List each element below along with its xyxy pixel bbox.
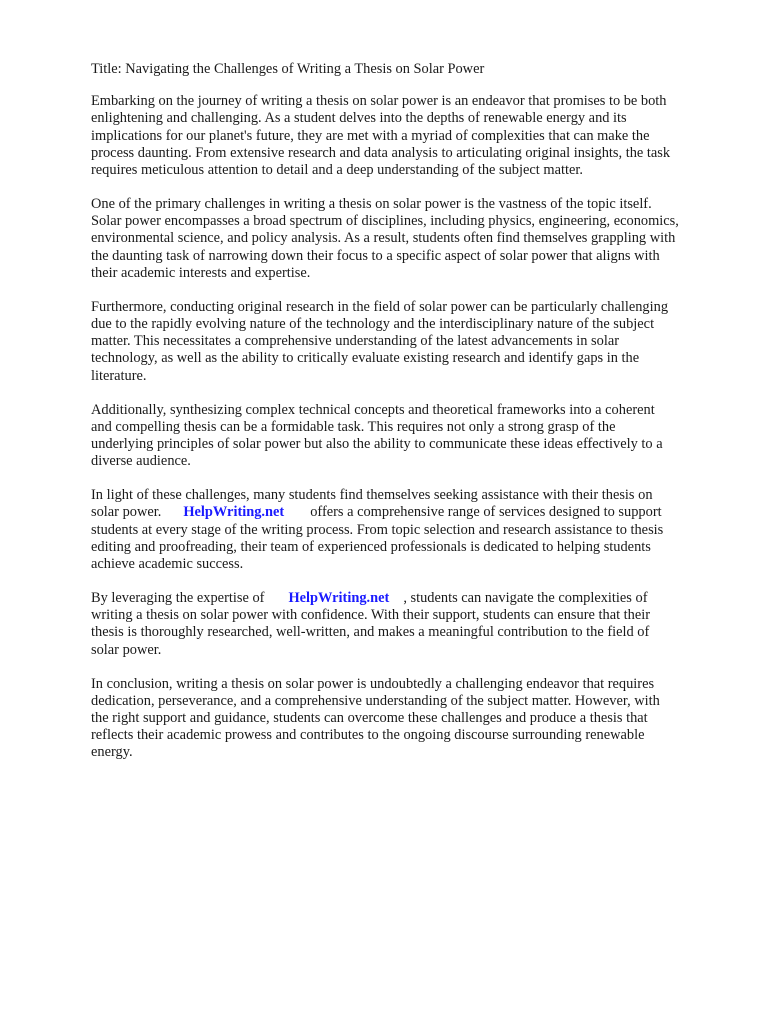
paragraph-line: implications for our planet's future, they are met with a myriad of complexities that can make the: [91, 127, 650, 144]
paragraph-line: students at every stage of the writing process. From topic selection and research assistance to thesis: [91, 521, 664, 538]
paragraph-line: environmental science, and policy analysis. As a result, students often find themselves grappling with: [91, 230, 676, 247]
paragraph-line: Solar power encompasses a broad spectrum of disciplines, including physics, engineering, economics,: [91, 213, 679, 230]
paragraph-line: diverse audience.: [91, 453, 191, 470]
paragraph-line: dedication, perseverance, and a comprehensive understanding of the subject matter. However, with: [91, 692, 660, 709]
paragraph-line: Furthermore, conducting original research in the field of solar power can be particularly challenging: [91, 298, 669, 315]
paragraph-line: underlying principles of solar power but also the ability to communicate these ideas effectively to a: [91, 436, 663, 453]
paragraph-line: the right support and guidance, students can overcome these challenges and produce a thesis that: [91, 710, 648, 727]
paragraph-line: editing and proofreading, their team of experienced professionals is dedicated to helping students: [91, 538, 651, 555]
paragraph-leveraging: [91, 590, 731, 659]
paragraph-line: Embarking on the journey of writing a thesis on solar power is an endeavor that promises to be both: [91, 93, 667, 110]
paragraph-text: offers a comprehensive range of services designed to support: [310, 504, 662, 521]
paragraph-line: technology, as well as the ability to critically evaluate existing research and identify gaps in the: [91, 350, 640, 367]
paragraph-text: solar power.: [91, 504, 162, 521]
paragraph-text: By leveraging the expertise of: [91, 590, 265, 607]
paragraph-research: [91, 299, 731, 385]
document-title: Title: Navigating the Challenges of Writing a Thesis on Solar Power: [91, 61, 485, 77]
paragraph-line-with-link: [91, 504, 731, 521]
paragraph-line: process daunting. From extensive research and data analysis to articulating original insights, the task: [91, 144, 671, 161]
paragraph-line: their academic interests and expertise.: [91, 264, 311, 281]
paragraph-line: due to the rapidly evolving nature of the technology and the interdisciplinary nature of the subject: [91, 316, 655, 333]
paragraph-line: In light of these challenges, many students find themselves seeking assistance with their thesis on: [91, 487, 653, 504]
paragraph-assistance: [91, 487, 731, 573]
paragraph-line: thesis is thoroughly researched, well-written, and makes a meaningful contribution to the field of: [91, 624, 650, 641]
paragraph-challenges: [91, 196, 731, 282]
paragraph-line: energy.: [91, 744, 133, 761]
paragraph-line: reflects their academic prowess and contributes to the ongoing discourse surrounding renewable: [91, 727, 645, 744]
paragraph-line: enlightening and challenging. As a student delves into the depths of renewable energy and its: [91, 110, 627, 127]
paragraph-line: matter. This necessitates a comprehensive understanding of the latest advancements in solar: [91, 333, 620, 350]
paragraph-line: the daunting task of narrowing down their focus to a specific aspect of solar power that aligns with: [91, 247, 660, 264]
paragraph-synthesis: [91, 402, 731, 471]
paragraph-line: writing a thesis on solar power with confidence. With their support, students can ensure that their: [91, 607, 651, 624]
paragraph-line: solar power.: [91, 641, 162, 658]
paragraph-line: achieve academic success.: [91, 556, 244, 573]
paragraph-line-with-link: [91, 590, 731, 607]
paragraph-line: literature.: [91, 367, 147, 384]
helpwriting-link[interactable]: HelpWriting.net: [183, 504, 285, 521]
paragraph-line: Additionally, synthesizing complex technical concepts and theoretical frameworks into a coherent: [91, 401, 655, 418]
paragraph-conclusion: [91, 676, 731, 762]
paragraph-line: In conclusion, writing a thesis on solar power is undoubtedly a challenging endeavor that requires: [91, 675, 655, 692]
paragraph-line: One of the primary challenges in writing a thesis on solar power is the vastness of the topic itself.: [91, 196, 652, 213]
paragraph-line: requires meticulous attention to detail and a deep understanding of the subject matter.: [91, 162, 583, 179]
paragraph-line: and compelling thesis can be a formidable task. This requires not only a strong grasp of the: [91, 418, 616, 435]
paragraph-text: , students can navigate the complexities of: [403, 590, 648, 607]
document-body: [91, 61, 731, 778]
paragraph-intro: [91, 93, 731, 179]
helpwriting-link[interactable]: HelpWriting.net: [288, 590, 390, 607]
